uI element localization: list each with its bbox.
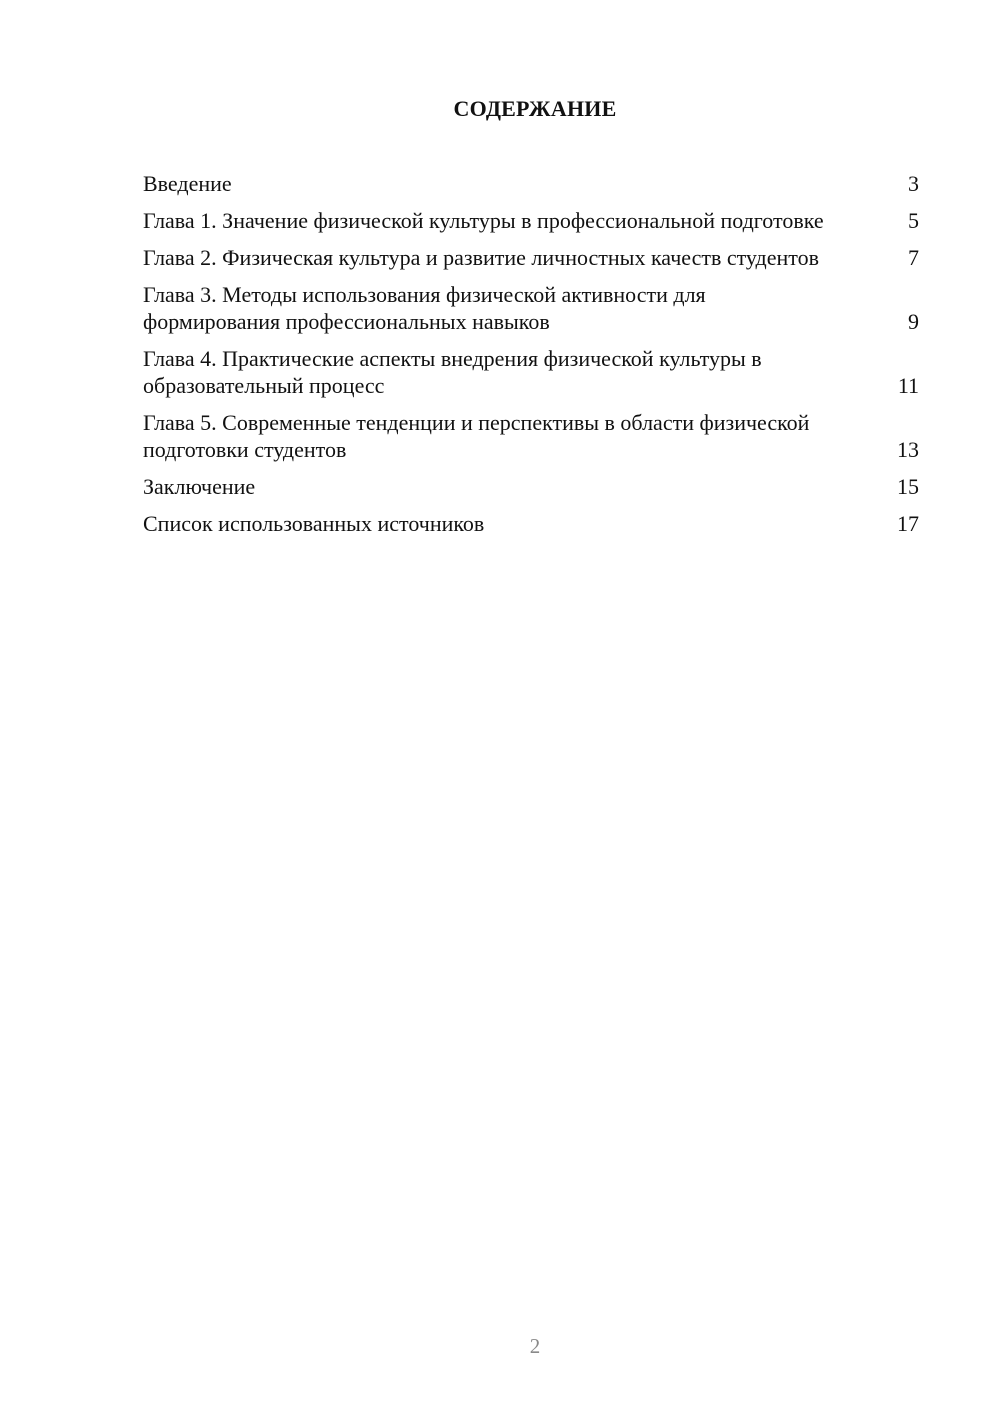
- toc-entry-page: 15: [897, 474, 919, 499]
- toc-entry-chapter-2[interactable]: [143, 244, 919, 271]
- toc-entry-conclusion[interactable]: [143, 473, 919, 500]
- table-of-contents: [143, 170, 919, 547]
- toc-entry-chapter-5[interactable]: [143, 409, 919, 463]
- toc-entry-page: 5: [908, 208, 919, 233]
- toc-entry-page: 9: [908, 309, 919, 334]
- toc-entry-references[interactable]: [143, 510, 919, 537]
- toc-entry-chapter-3[interactable]: [143, 281, 919, 335]
- toc-entry-title: Глава 1. Значение физической культуры в профессиональной подготовке: [143, 208, 824, 233]
- page-number: 2: [529, 1334, 541, 1358]
- toc-entry-chapter-1[interactable]: [143, 207, 919, 234]
- toc-entry-title: Введение: [143, 171, 232, 196]
- toc-entry-title: Список использованных источников: [143, 511, 485, 536]
- toc-entry-title: Глава 4. Практические аспекты внедрения физической культуры в образовательный процесс: [143, 346, 762, 398]
- toc-entry-chapter-4[interactable]: [143, 345, 919, 399]
- page-title: СОДЕРЖАНИЕ: [453, 96, 617, 121]
- toc-entry-page: 17: [897, 511, 919, 536]
- toc-entry-title: Глава 3. Методы использования физической активности для формирования профессиональных навыков: [143, 282, 706, 334]
- toc-entry-title: Глава 2. Физическая культура и развитие личностных качеств студентов: [143, 245, 819, 270]
- toc-entry-introduction[interactable]: [143, 170, 919, 197]
- toc-entry-title: Глава 5. Современные тенденции и перспективы в области физической подготовки студентов: [143, 410, 810, 462]
- toc-entry-page: 13: [897, 437, 919, 462]
- toc-entry-page: 7: [908, 245, 919, 270]
- toc-entry-title: Заключение: [143, 474, 256, 499]
- toc-entry-page: 11: [897, 373, 919, 398]
- toc-entry-page: 3: [908, 171, 919, 196]
